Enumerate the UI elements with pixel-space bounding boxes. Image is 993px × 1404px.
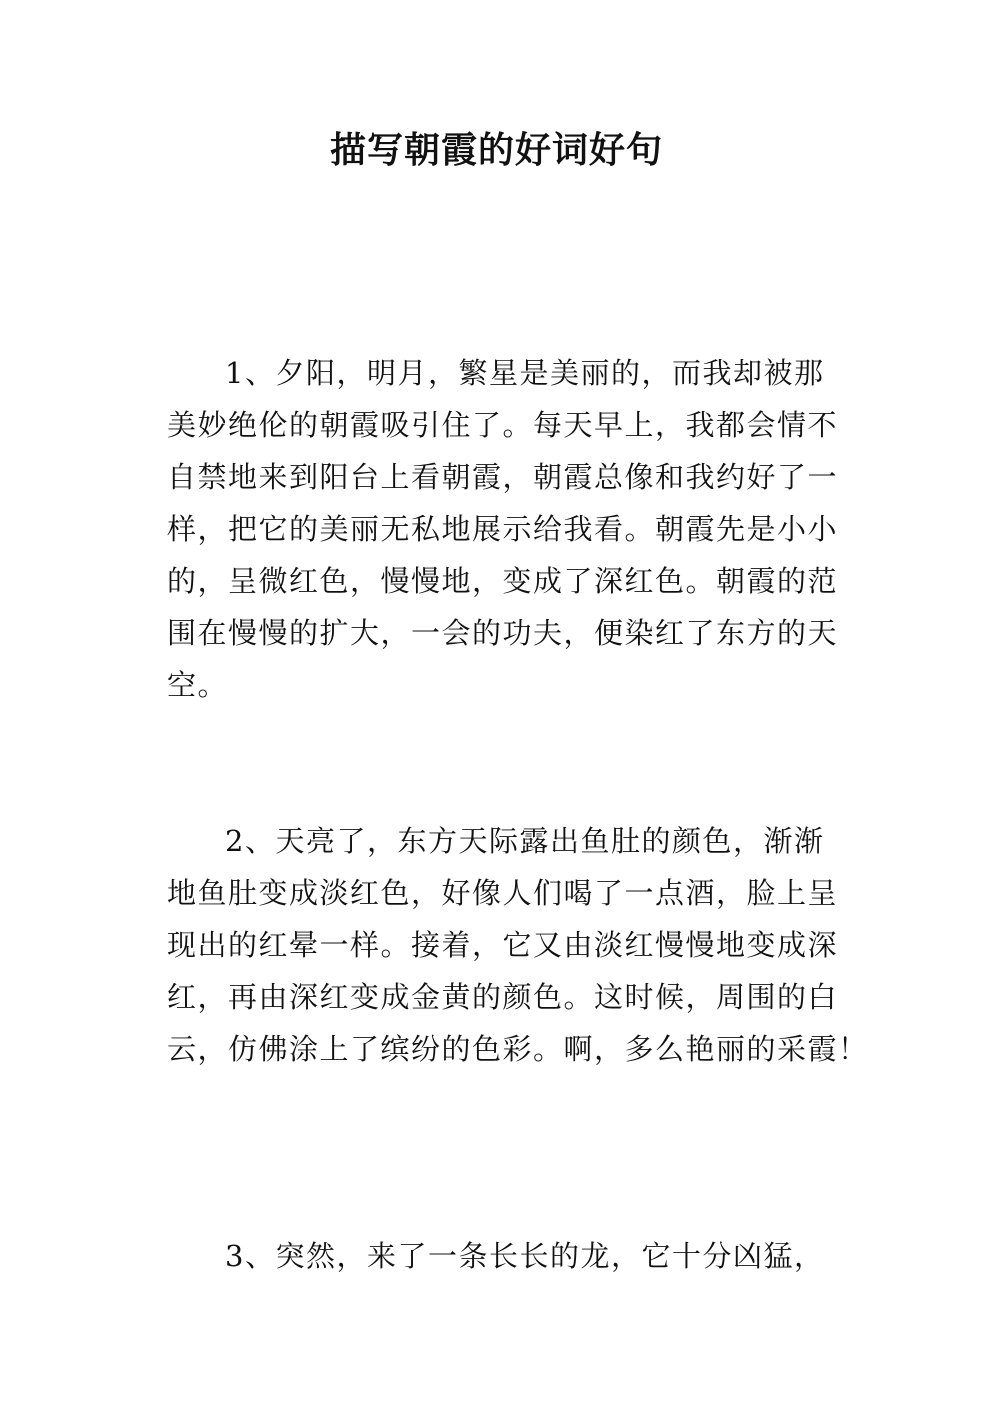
text-line: 2、天亮了，东方天际露出鱼肚的颜色，渐渐 — [225, 824, 825, 858]
text-line: 地鱼肚变成淡红色，好像人们喝了一点酒，脸上呈 — [167, 876, 839, 910]
text-line: 美妙绝伦的朝霞吸引住了。每天早上，我都会情不 — [167, 408, 839, 442]
paragraph-1 — [167, 347, 867, 711]
text-line: 自禁地来到阳台上看朝霞，朝霞总像和我约好了一 — [167, 460, 839, 494]
text-line: 3、突然，来了一条长长的龙，它十分凶猛， — [225, 1239, 825, 1273]
paragraph-2 — [167, 815, 867, 1075]
paragraph-3 — [167, 1230, 867, 1282]
text-line: 现出的红晕一样。接着，它又由淡红慢慢地变成深 — [167, 928, 839, 962]
text-line: 1、夕阳，明月，繁星是美丽的，而我却被那 — [225, 356, 825, 390]
text-line: 空。 — [167, 668, 229, 702]
text-line: 围在慢慢的扩大，一会的功夫，便染红了东方的天 — [167, 616, 839, 650]
text-line: 样，把它的美丽无私地展示给我看。朝霞先是小小 — [167, 512, 839, 546]
text-line: 红，再由深红变成金黄的颜色。这时候，周围的白 — [167, 980, 839, 1014]
document-title: 描写朝霞的好词好句 — [329, 130, 663, 171]
text-line: 云，仿佛涂上了缤纷的色彩。啊，多么艳丽的采霞！ — [167, 1032, 869, 1066]
text-line: 的，呈微红色，慢慢地，变成了深红色。朝霞的范 — [167, 564, 839, 598]
